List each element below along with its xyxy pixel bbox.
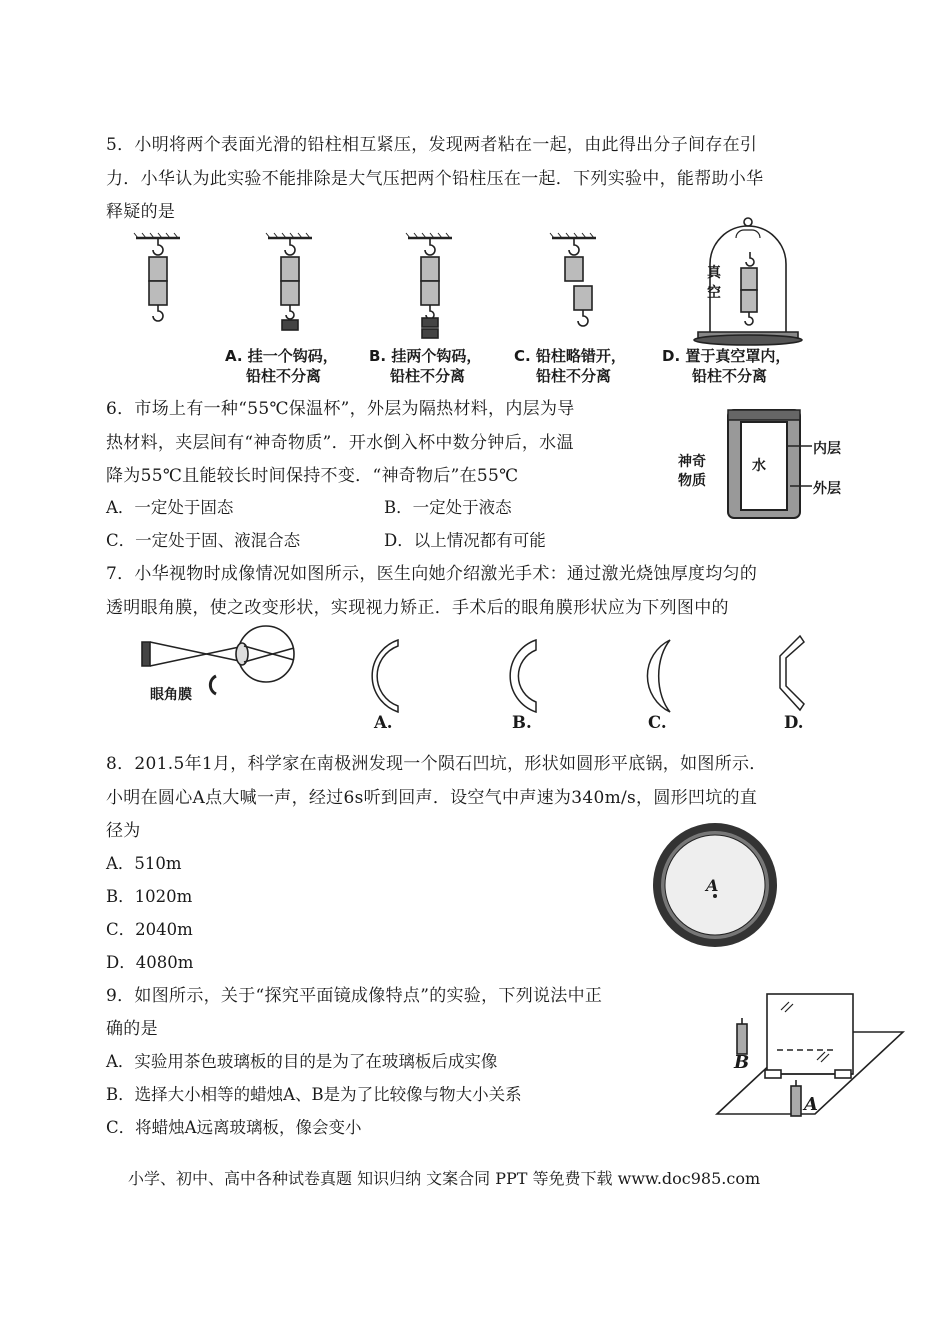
q7-option-a: A.: [374, 713, 393, 732]
q7-cornea-label: 眼角膜: [150, 687, 192, 703]
q7-line-1: 7．小华视物时成像情况如图所示，医生向她介绍激光手术：通过激光烧蚀厚度均匀的: [106, 564, 758, 584]
q6-option-a: A．一定处于固态: [106, 498, 234, 517]
q5-caption-c-1: C. 铅柱略错开，: [514, 347, 626, 365]
q8-option-d: D．4080m: [106, 953, 194, 972]
q9-candle-a-label: A: [804, 1094, 818, 1115]
q6-option-b: B．一定处于液态: [384, 498, 512, 517]
q5-fig-two-weights: [406, 233, 452, 338]
q5-caption-d-1: D. 置于真空罩内，: [662, 347, 791, 365]
q6-magic-label-1: 神奇: [678, 454, 706, 470]
q5-caption-d-2: 铅柱不分离: [692, 367, 768, 385]
q9-line-1: 9．如图所示，关于“探究平面镜成像特点”的实验，下列说法中正: [106, 986, 603, 1006]
q8-option-c: C．2040m: [106, 920, 193, 939]
q6-option-c: C．一定处于固、液混合态: [106, 531, 301, 550]
q6-line-3: 降为55℃且能较长时间保持不变．“神奇物后”在55℃: [106, 466, 519, 486]
q5-caption-b-2: 铅柱不分离: [390, 367, 466, 385]
q7-option-a-shape: [358, 636, 408, 716]
q6-line-2: 热材料，夹层间有“神奇物质”．开水倒入杯中数分钟后，水温: [106, 433, 574, 453]
q8-point-a: A: [706, 876, 719, 895]
q8-line-3: 径为: [106, 821, 141, 841]
q6-leader-lines: [786, 440, 846, 500]
q8-option-b: B．1020m: [106, 887, 193, 906]
q5-caption-b-1: B. 挂两个钩码，: [369, 347, 482, 365]
q6-magic-label-2: 物质: [678, 473, 706, 489]
q9-option-b: B．选择大小相等的蜡烛A、B是为了比较像与物大小关系: [106, 1085, 522, 1104]
q6-outer-label: 外层: [813, 481, 841, 497]
q5-line-1: 5．小明将两个表面光滑的铅柱相互紧压，发现两者粘在一起，由此得出分子间存在引: [106, 135, 758, 155]
page-footer: 小学、初中、高中各种试卷真题 知识归纳 文案合同 PPT 等免费下载 www.doc985.com: [128, 1169, 761, 1188]
q9-option-a: A．实验用茶色玻璃板的目的是为了在玻璃板后成实像: [106, 1052, 498, 1071]
q5-fig-one-weight: [266, 233, 312, 330]
q8-line-1: 8．201.5年1月，科学家在南极洲发现一个陨石凹坑，形状如圆形平底锅，如图所示．: [106, 754, 767, 774]
q5-fig-offset: [550, 233, 596, 326]
q9-option-c: C．将蜡烛A远离玻璃板，像会变小: [106, 1118, 362, 1137]
q8-option-a: A．510m: [106, 854, 182, 873]
q5-caption-c-2: 铅柱不分离: [536, 367, 612, 385]
q5-caption-a-2: 铅柱不分离: [246, 367, 322, 385]
q9-candle-b-label: B: [734, 1052, 750, 1073]
q7-option-b-shape: [496, 636, 546, 716]
q6-option-d: D．以上情况都有可能: [384, 531, 546, 550]
q5-caption-a-1: A. 挂一个钩码，: [225, 347, 338, 365]
q9-line-2: 确的是: [106, 1019, 158, 1039]
q6-line-1: 6．市场上有一种“55℃保温杯”，外层为隔热材料，内层为导: [106, 399, 575, 419]
q7-option-c: C.: [648, 713, 667, 732]
q8-line-2: 小明在圆心A点大喊一声，经过6s听到回声．设空气中声速为340m/s，圆形凹坑的直: [106, 788, 758, 808]
q7-line-2: 透明眼角膜，使之改变形状，实现视力矫正．手术后的眼角膜形状应为下列图中的: [106, 598, 729, 618]
q7-option-d: D.: [784, 713, 804, 732]
q6-water-label: 水: [752, 458, 766, 474]
q6-inner-label: 内层: [813, 441, 841, 457]
q7-option-c-shape: [628, 636, 678, 716]
q7-option-d-shape: [764, 632, 814, 712]
q5-fig-plain: [134, 233, 180, 321]
vacuum-label-2: 空: [707, 285, 721, 301]
vacuum-label-1: 真: [707, 265, 721, 281]
q5-line-2: 力．小华认为此实验不能排除是大气压把两个铅柱压在一起．下列实验中，能帮助小华: [106, 169, 764, 189]
q5-line-3: 释疑的是: [106, 202, 176, 222]
q7-option-b: B.: [512, 713, 532, 732]
